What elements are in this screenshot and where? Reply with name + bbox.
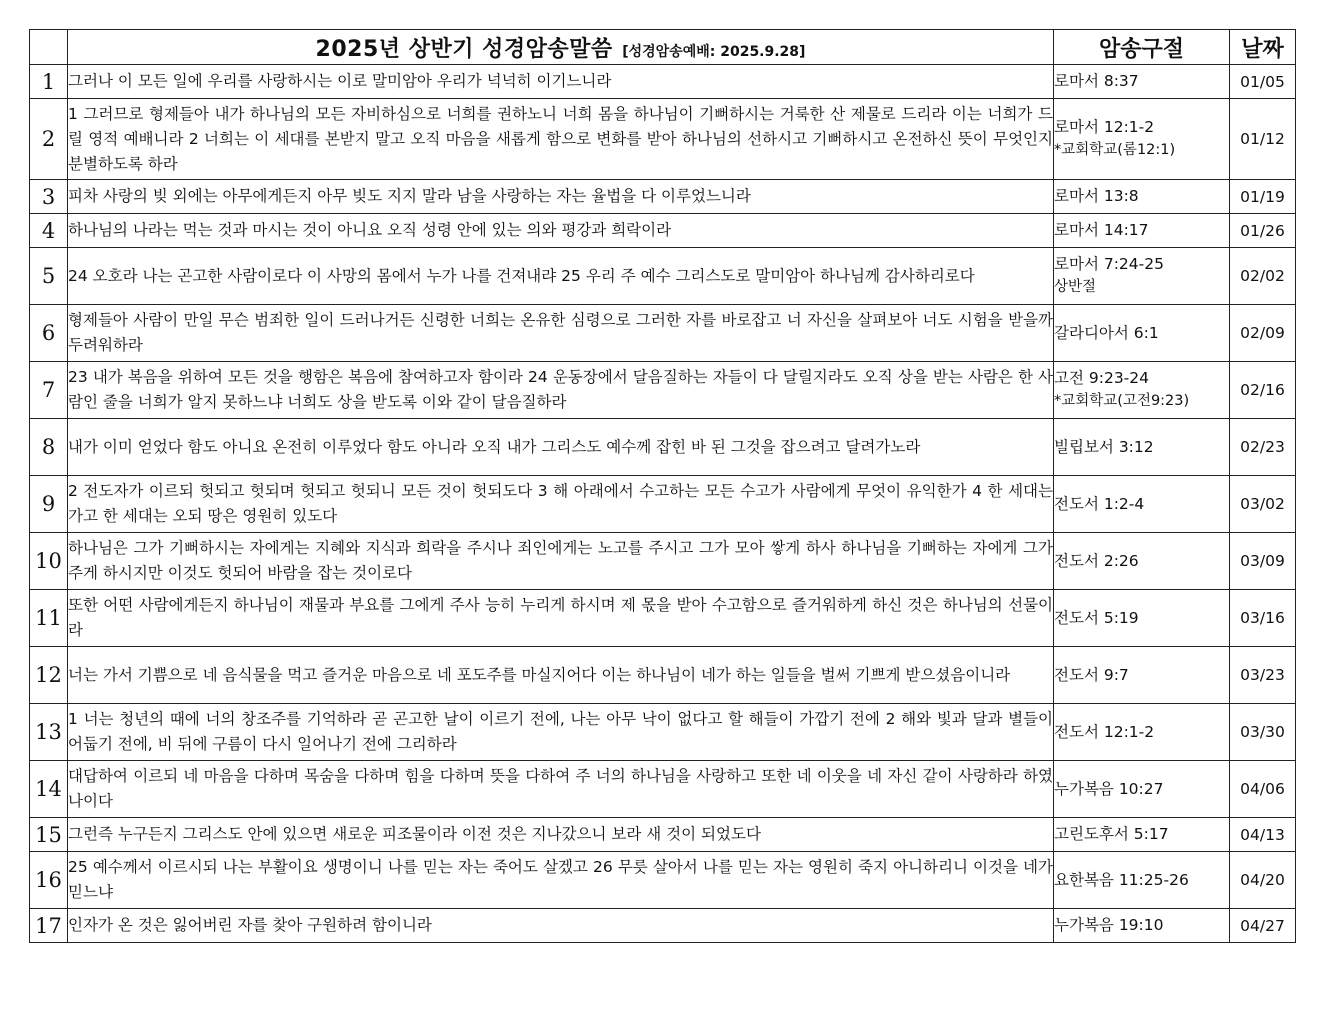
verse-reference (1054, 362, 1230, 419)
verse-text: 2 전도자가 이르되 헛되고 헛되며 헛되고 헛되니 모든 것이 헛되도다 3 해 아래에서 수고하는 모든 수고가 사람에게 무엇이 유익한가 4 한 세대는 가고 한 세대는 오되 땅은 영원히 있도다 (68, 476, 1054, 533)
row-number: 11 (30, 590, 68, 647)
verse-date: 04/27 (1230, 909, 1296, 943)
verse-reference (1054, 248, 1230, 305)
reference-note: *교회학교(고전9:23) (1054, 393, 1190, 409)
table-row (30, 909, 1296, 943)
verse-date: 03/30 (1230, 704, 1296, 761)
table-row (30, 180, 1296, 214)
verse-date: 03/16 (1230, 590, 1296, 647)
row-number: 5 (30, 248, 68, 305)
row-number: 15 (30, 818, 68, 852)
reference-label: 로마서 12:1-2 (1054, 118, 1155, 136)
table-row (30, 852, 1296, 909)
reference-label: 전도서 9:7 (1054, 665, 1129, 684)
reference-label: 고린도후서 5:17 (1054, 825, 1169, 843)
verse-date: 01/05 (1230, 65, 1296, 99)
verse-text: 그러나 이 모든 일에 우리를 사랑하시는 이로 말미암아 우리가 넉넉히 이기느니라 (68, 65, 1054, 99)
row-number: 4 (30, 214, 68, 248)
table-row (30, 704, 1296, 761)
verse-text: 또한 어떤 사람에게든지 하나님이 재물과 부요를 그에게 주사 능히 누리게 하시며 제 몫을 받아 수고함으로 즐거워하게 하신 것은 하나님의 선물이라 (68, 590, 1054, 647)
reference-note: 상반절 (1054, 279, 1097, 295)
table-row (30, 305, 1296, 362)
verse-text: 24 오호라 나는 곤고한 사람이로다 이 사망의 몸에서 누가 나를 건져내랴 25 우리 주 예수 그리스도로 말미암아 하나님께 감사하리로다 (68, 248, 1054, 305)
row-number: 3 (30, 180, 68, 214)
row-number: 9 (30, 476, 68, 533)
reference-label: 로마서 13:8 (1054, 187, 1139, 205)
page-title: 2025년 상반기 성경암송말씀 (315, 36, 613, 62)
row-number: 13 (30, 704, 68, 761)
verse-text: 대답하여 이르되 네 마음을 다하며 목숨을 다하며 힘을 다하며 뜻을 다하여 주 너의 하나님을 사랑하고 또한 네 이웃을 네 자신 같이 사랑하라 하였나이다 (68, 761, 1054, 818)
verse-date: 01/26 (1230, 214, 1296, 248)
table-row (30, 818, 1296, 852)
verse-text: 인자가 온 것은 잃어버린 자를 찾아 구원하려 함이니라 (68, 909, 1054, 943)
verse-text: 그런즉 누구든지 그리스도 안에 있으면 새로운 피조물이라 이전 것은 지나갔으니 보라 새 것이 되었도다 (68, 818, 1054, 852)
table-row (30, 214, 1296, 248)
verse-date: 04/06 (1230, 761, 1296, 818)
reference-label: 빌립보서 3:12 (1054, 437, 1154, 456)
row-number: 17 (30, 909, 68, 943)
table-row (30, 647, 1296, 704)
table-row (30, 761, 1296, 818)
reference-label: 로마서 14:17 (1054, 221, 1149, 239)
verse-reference (1054, 590, 1230, 647)
reference-label: 전도서 12:1-2 (1054, 722, 1155, 741)
verse-reference (1054, 476, 1230, 533)
verse-date: 02/02 (1230, 248, 1296, 305)
row-number: 16 (30, 852, 68, 909)
verse-text: 1 너는 청년의 때에 너의 창조주를 기억하라 곧 곤고한 날이 이르기 전에, 나는 아무 낙이 없다고 할 해들이 가깝기 전에 2 해와 빛과 달과 별들이 어둡기 전에, 비 뒤에 구름이 다시 일어나기 전에 그리하라 (68, 704, 1054, 761)
row-number: 10 (30, 533, 68, 590)
reference-note: *교회학교(롬12:1) (1054, 142, 1176, 158)
verse-text: 형제들아 사람이 만일 무슨 범죄한 일이 드러나거든 신령한 너희는 온유한 심령으로 그러한 자를 바로잡고 너 자신을 살펴보아 너도 시험을 받을까 두려워하라 (68, 305, 1054, 362)
reference-label: 로마서 8:37 (1054, 72, 1139, 90)
verse-text: 1 그러므로 형제들아 내가 하나님의 모든 자비하심으로 너희를 권하노니 너희 몸을 하나님이 기뻐하시는 거룩한 산 제물로 드리라 이는 너희가 드릴 영적 예배니라 2 너희는 이 세대를 본받지 말고 오직 마음을 새롭게 함으로 변화를 받아 하나님의 선하시고 기뻐하시고 온전하신 뜻이 무엇인지 분별하도록 하라 (68, 99, 1054, 180)
row-number: 2 (30, 99, 68, 180)
verse-text: 내가 이미 얻었다 함도 아니요 온전히 이루었다 함도 아니라 오직 내가 그리스도 예수께 잡힌 바 된 그것을 잡으려고 달려가노라 (68, 419, 1054, 476)
verse-text: 하나님의 나라는 먹는 것과 마시는 것이 아니요 오직 성령 안에 있는 의와 평강과 희락이라 (68, 214, 1054, 248)
table-row (30, 65, 1296, 99)
verse-reference (1054, 909, 1230, 943)
verse-text: 너는 가서 기쁨으로 네 음식물을 먹고 즐거운 마음으로 네 포도주를 마실지어다 이는 하나님이 네가 하는 일들을 벌써 기쁘게 받으셨음이니라 (68, 647, 1054, 704)
table-row (30, 362, 1296, 419)
verse-reference (1054, 647, 1230, 704)
verse-date: 01/12 (1230, 99, 1296, 180)
table-row (30, 590, 1296, 647)
table-row (30, 533, 1296, 590)
reference-label: 전도서 1:2-4 (1054, 494, 1145, 513)
verse-date: 02/09 (1230, 305, 1296, 362)
verse-reference (1054, 704, 1230, 761)
header-date: 날짜 (1230, 30, 1296, 65)
row-number: 1 (30, 65, 68, 99)
verse-reference (1054, 533, 1230, 590)
reference-label: 전도서 5:19 (1054, 608, 1139, 627)
verse-text: 23 내가 복음을 위하여 모든 것을 행함은 복음에 참여하고자 함이라 24 운동장에서 달음질하는 자들이 다 달릴지라도 오직 상을 받는 사람은 한 사람인 줄을 너희가 알지 못하느냐 너희도 상을 받도록 이와 같이 달음질하라 (68, 362, 1054, 419)
row-number: 6 (30, 305, 68, 362)
reference-label: 요한복음 11:25-26 (1054, 870, 1189, 889)
verse-date: 02/23 (1230, 419, 1296, 476)
reference-label: 전도서 2:26 (1054, 551, 1139, 570)
verse-reference (1054, 852, 1230, 909)
verse-date: 03/23 (1230, 647, 1296, 704)
table-row (30, 419, 1296, 476)
table-row (30, 248, 1296, 305)
verse-text: 피차 사랑의 빚 외에는 아무에게든지 아무 빚도 지지 말라 남을 사랑하는 자는 율법을 다 이루었느니라 (68, 180, 1054, 214)
verse-date: 03/09 (1230, 533, 1296, 590)
verse-date: 02/16 (1230, 362, 1296, 419)
verse-text: 25 예수께서 이르시되 나는 부활이요 생명이니 나를 믿는 자는 죽어도 살겠고 26 무릇 살아서 나를 믿는 자는 영원히 죽지 아니하리니 이것을 네가 믿느냐 (68, 852, 1054, 909)
verse-date: 04/20 (1230, 852, 1296, 909)
verse-reference (1054, 305, 1230, 362)
row-number: 14 (30, 761, 68, 818)
verse-reference (1054, 818, 1230, 852)
memorization-table (29, 29, 1296, 943)
header-ref: 암송구절 (1054, 30, 1230, 65)
verse-reference (1054, 761, 1230, 818)
verse-text: 하나님은 그가 기뻐하시는 자에게는 지혜와 지식과 희락을 주시나 죄인에게는 노고를 주시고 그가 모아 쌓게 하사 하나님을 기뻐하는 자에게 그가 주게 하시지만 이것도 헛되어 바람을 잡는 것이로다 (68, 533, 1054, 590)
verse-reference (1054, 65, 1230, 99)
row-number: 7 (30, 362, 68, 419)
reference-label: 누가복음 19:10 (1054, 916, 1164, 934)
row-number: 8 (30, 419, 68, 476)
table-header-row (30, 30, 1296, 65)
row-number: 12 (30, 647, 68, 704)
page-subtitle: [성경암송예배: 2025.9.28] (622, 43, 806, 60)
header-title-cell (68, 30, 1054, 65)
reference-label: 로마서 7:24-25 (1054, 255, 1164, 273)
verse-reference (1054, 180, 1230, 214)
verse-reference (1054, 214, 1230, 248)
verse-reference (1054, 99, 1230, 180)
table-row (30, 99, 1296, 180)
verse-date: 04/13 (1230, 818, 1296, 852)
header-num-cell (30, 30, 68, 65)
reference-label: 누가복음 10:27 (1054, 779, 1164, 798)
verse-reference (1054, 419, 1230, 476)
reference-label: 갈라디아서 6:1 (1054, 323, 1159, 342)
verse-date: 01/19 (1230, 180, 1296, 214)
verse-date: 03/02 (1230, 476, 1296, 533)
table-row (30, 476, 1296, 533)
reference-label: 고전 9:23-24 (1054, 369, 1149, 387)
